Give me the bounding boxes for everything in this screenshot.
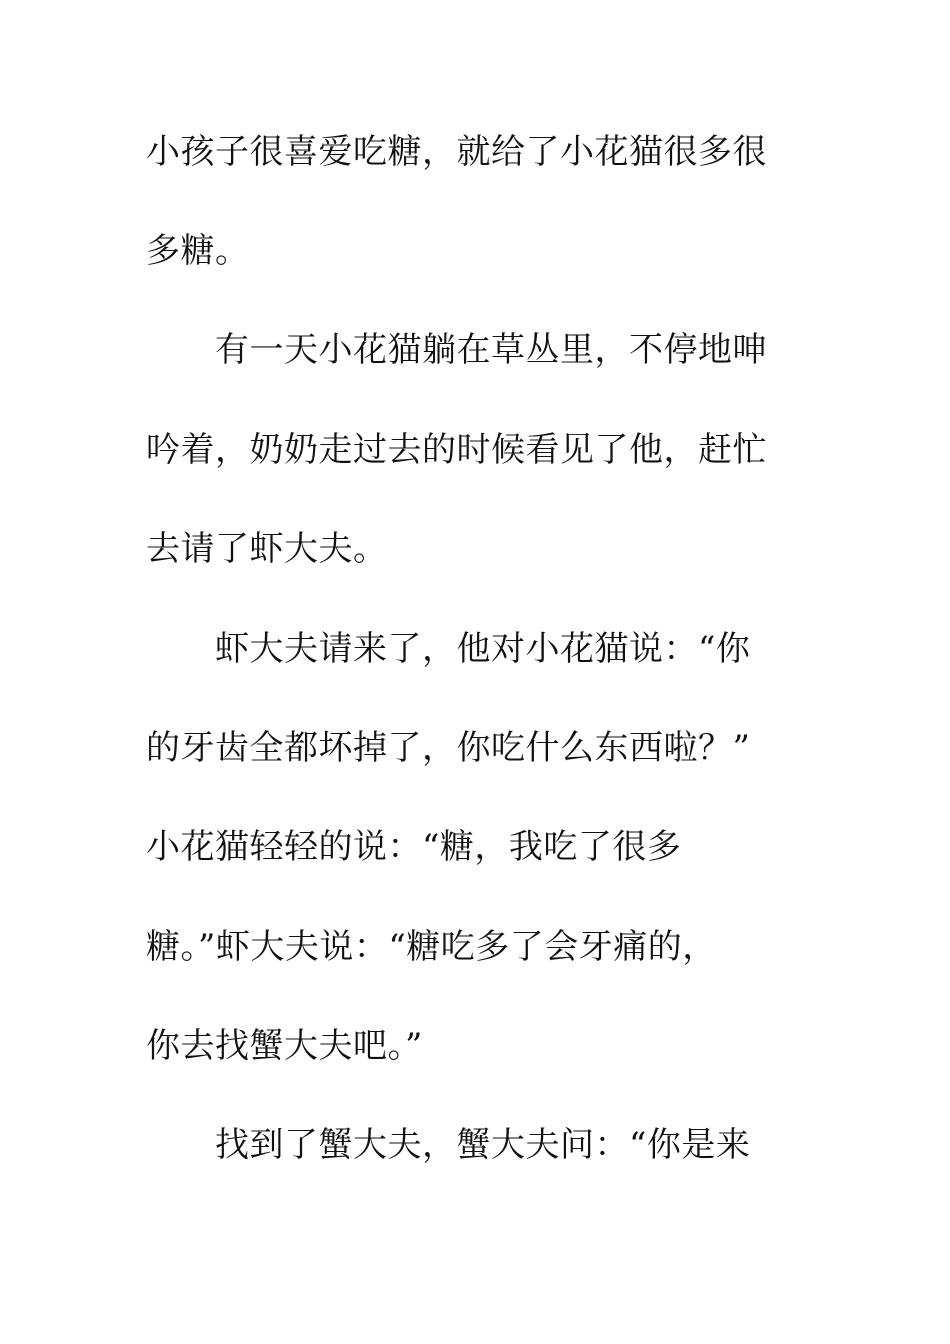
paragraph-start-line: 虾大夫请来了，他对小花猫说：“你 <box>215 629 751 669</box>
text-line: 小孩子很喜爱吃糖，就给了小花猫很多很 <box>146 132 767 172</box>
text-line: 的牙齿全都坏掉了，你吃什么东西啦？” <box>146 728 751 768</box>
text-line: 糖。”虾大夫说：“糖吃多了会牙痛的， <box>146 927 717 967</box>
paragraph-start-line: 找到了蟹大夫，蟹大夫问：“你是来 <box>215 1125 751 1165</box>
paragraph-start-line: 有一天小花猫躺在草丛里，不停地呻 <box>215 330 767 370</box>
text-line: 去请了虾大夫。 <box>146 529 388 569</box>
text-line: 多糖。 <box>146 231 250 271</box>
text-line: 小花猫轻轻的说：“糖，我吃了很多 <box>146 827 682 867</box>
text-line: 你去找蟹大夫吧。” <box>146 1026 423 1066</box>
text-line: 吟着，奶奶走过去的时候看见了他，赶忙 <box>146 430 767 470</box>
